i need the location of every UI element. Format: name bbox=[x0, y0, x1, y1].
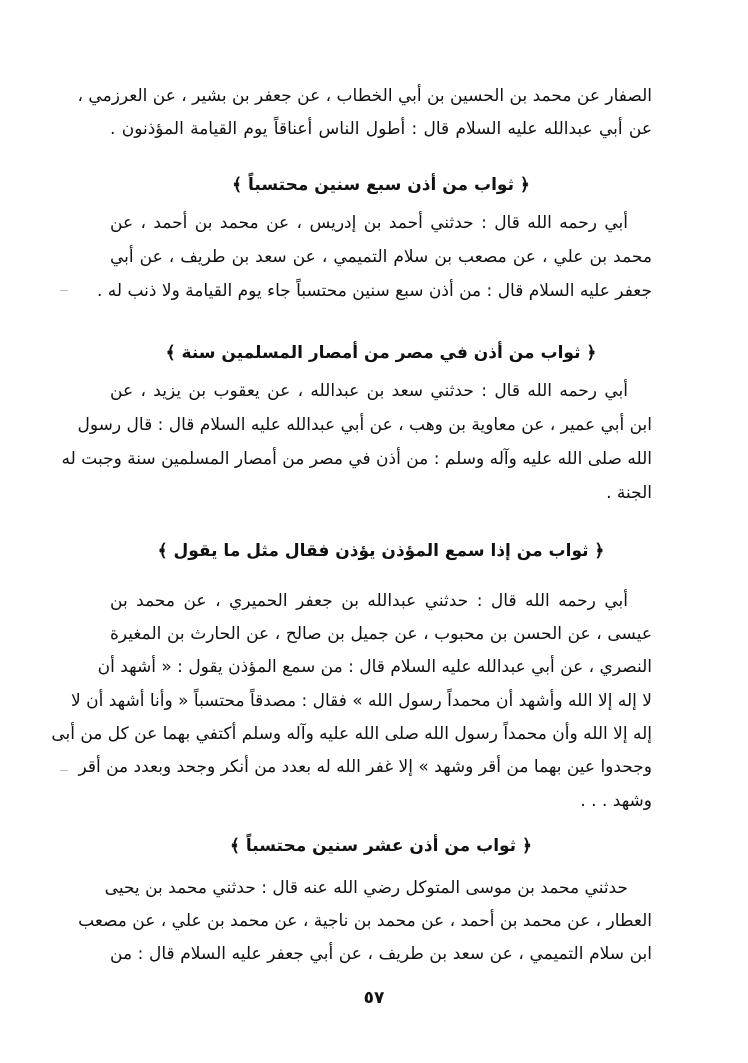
section-heading: ﴿ ثواب من أذن عشر سنين محتسباً ﴾ bbox=[230, 836, 532, 856]
page-number: ٥٧ bbox=[363, 988, 385, 1008]
text-line: لا إله إلا الله وأشهد أن محمداً رسول الله » فقال : مصدقاً محتسباً « وأنا أشهد أن لا bbox=[71, 691, 652, 711]
text-line: محمد بن علي ، عن مصعب بن سلام التميمي ، عن سعد بن طريف ، عن أبي bbox=[110, 247, 652, 267]
text-line: الجنة . bbox=[606, 483, 652, 503]
text-line: أبي رحمه الله قال : حدثني سعد بن عبدالله ، عن يعقوب بن يزيد ، عن bbox=[110, 381, 628, 401]
section-heading: ﴿ ثواب من أذن سبع سنين محتسباً ﴾ bbox=[232, 175, 530, 195]
text-line: الله صلى الله عليه وآله وسلم : من أذن في مصر من أمصار المسلمين سنة وجبت له bbox=[61, 449, 652, 469]
section-heading: ﴿ ثواب من إذا سمع المؤذن يؤذن فقال مثل ما يقول ﴾ bbox=[157, 541, 605, 561]
text-line: ابن سلام التميمي ، عن سعد بن طريف ، عن أبي جعفر عليه السلام قال : من bbox=[110, 944, 652, 964]
text-line: الصفار عن محمد بن الحسين بن أبي الخطاب ، عن جعفر بن بشير ، عن العرزمي ، bbox=[77, 86, 652, 106]
text-line: أبي رحمه الله قال : حدثني أحمد بن إدريس ، عن محمد بن أحمد ، عن bbox=[110, 213, 628, 233]
scan-mark bbox=[60, 770, 68, 771]
section-heading: ﴿ ثواب من أذن في مصر من أمصار المسلمين سنة ﴾ bbox=[165, 343, 597, 363]
text-line: وشهد . . . bbox=[580, 791, 652, 811]
scan-mark bbox=[60, 290, 68, 291]
text-line: النصري ، عن أبي عبدالله عليه السلام قال : من سمع المؤذن يقول : « أشهد أن bbox=[97, 657, 652, 677]
text-line: العطار ، عن محمد بن أحمد ، عن محمد بن ناجية ، عن محمد بن علي ، عن مصعب bbox=[78, 911, 652, 931]
text-line: جعفر عليه السلام قال : من أذن سبع سنين محتسباً جاء يوم القيامة ولا ذنب له . bbox=[96, 281, 652, 301]
text-line: إله إلا الله وأن محمداً رسول الله صلى الله عليه وآله وسلم أكتفي بهما عن كل من أبى bbox=[51, 724, 652, 744]
text-line: عيسى ، عن الحسن بن محبوب ، عن جميل بن صالح ، عن الحارث بن المغيرة bbox=[110, 624, 652, 644]
text-line: ابن أبي عمير ، عن معاوية بن وهب ، عن أبي عبدالله عليه السلام قال : قال رسول bbox=[77, 415, 652, 435]
text-line: وجحدوا عين بهما من أقر وشهد » إلا غفر الله له بعدد من أنكر وجحد وبعدد من أقر bbox=[78, 757, 652, 777]
text-line: أبي رحمه الله قال : حدثني عبدالله بن جعفر الحميري ، عن محمد بن bbox=[110, 591, 628, 611]
text-line: حدثني محمد بن موسى المتوكل رضي الله عنه قال : حدثني محمد بن يحيى bbox=[104, 878, 628, 898]
text-line: عن أبي عبدالله عليه السلام قال : أطول الناس أعناقاً يوم القيامة المؤذنون . bbox=[110, 119, 652, 139]
